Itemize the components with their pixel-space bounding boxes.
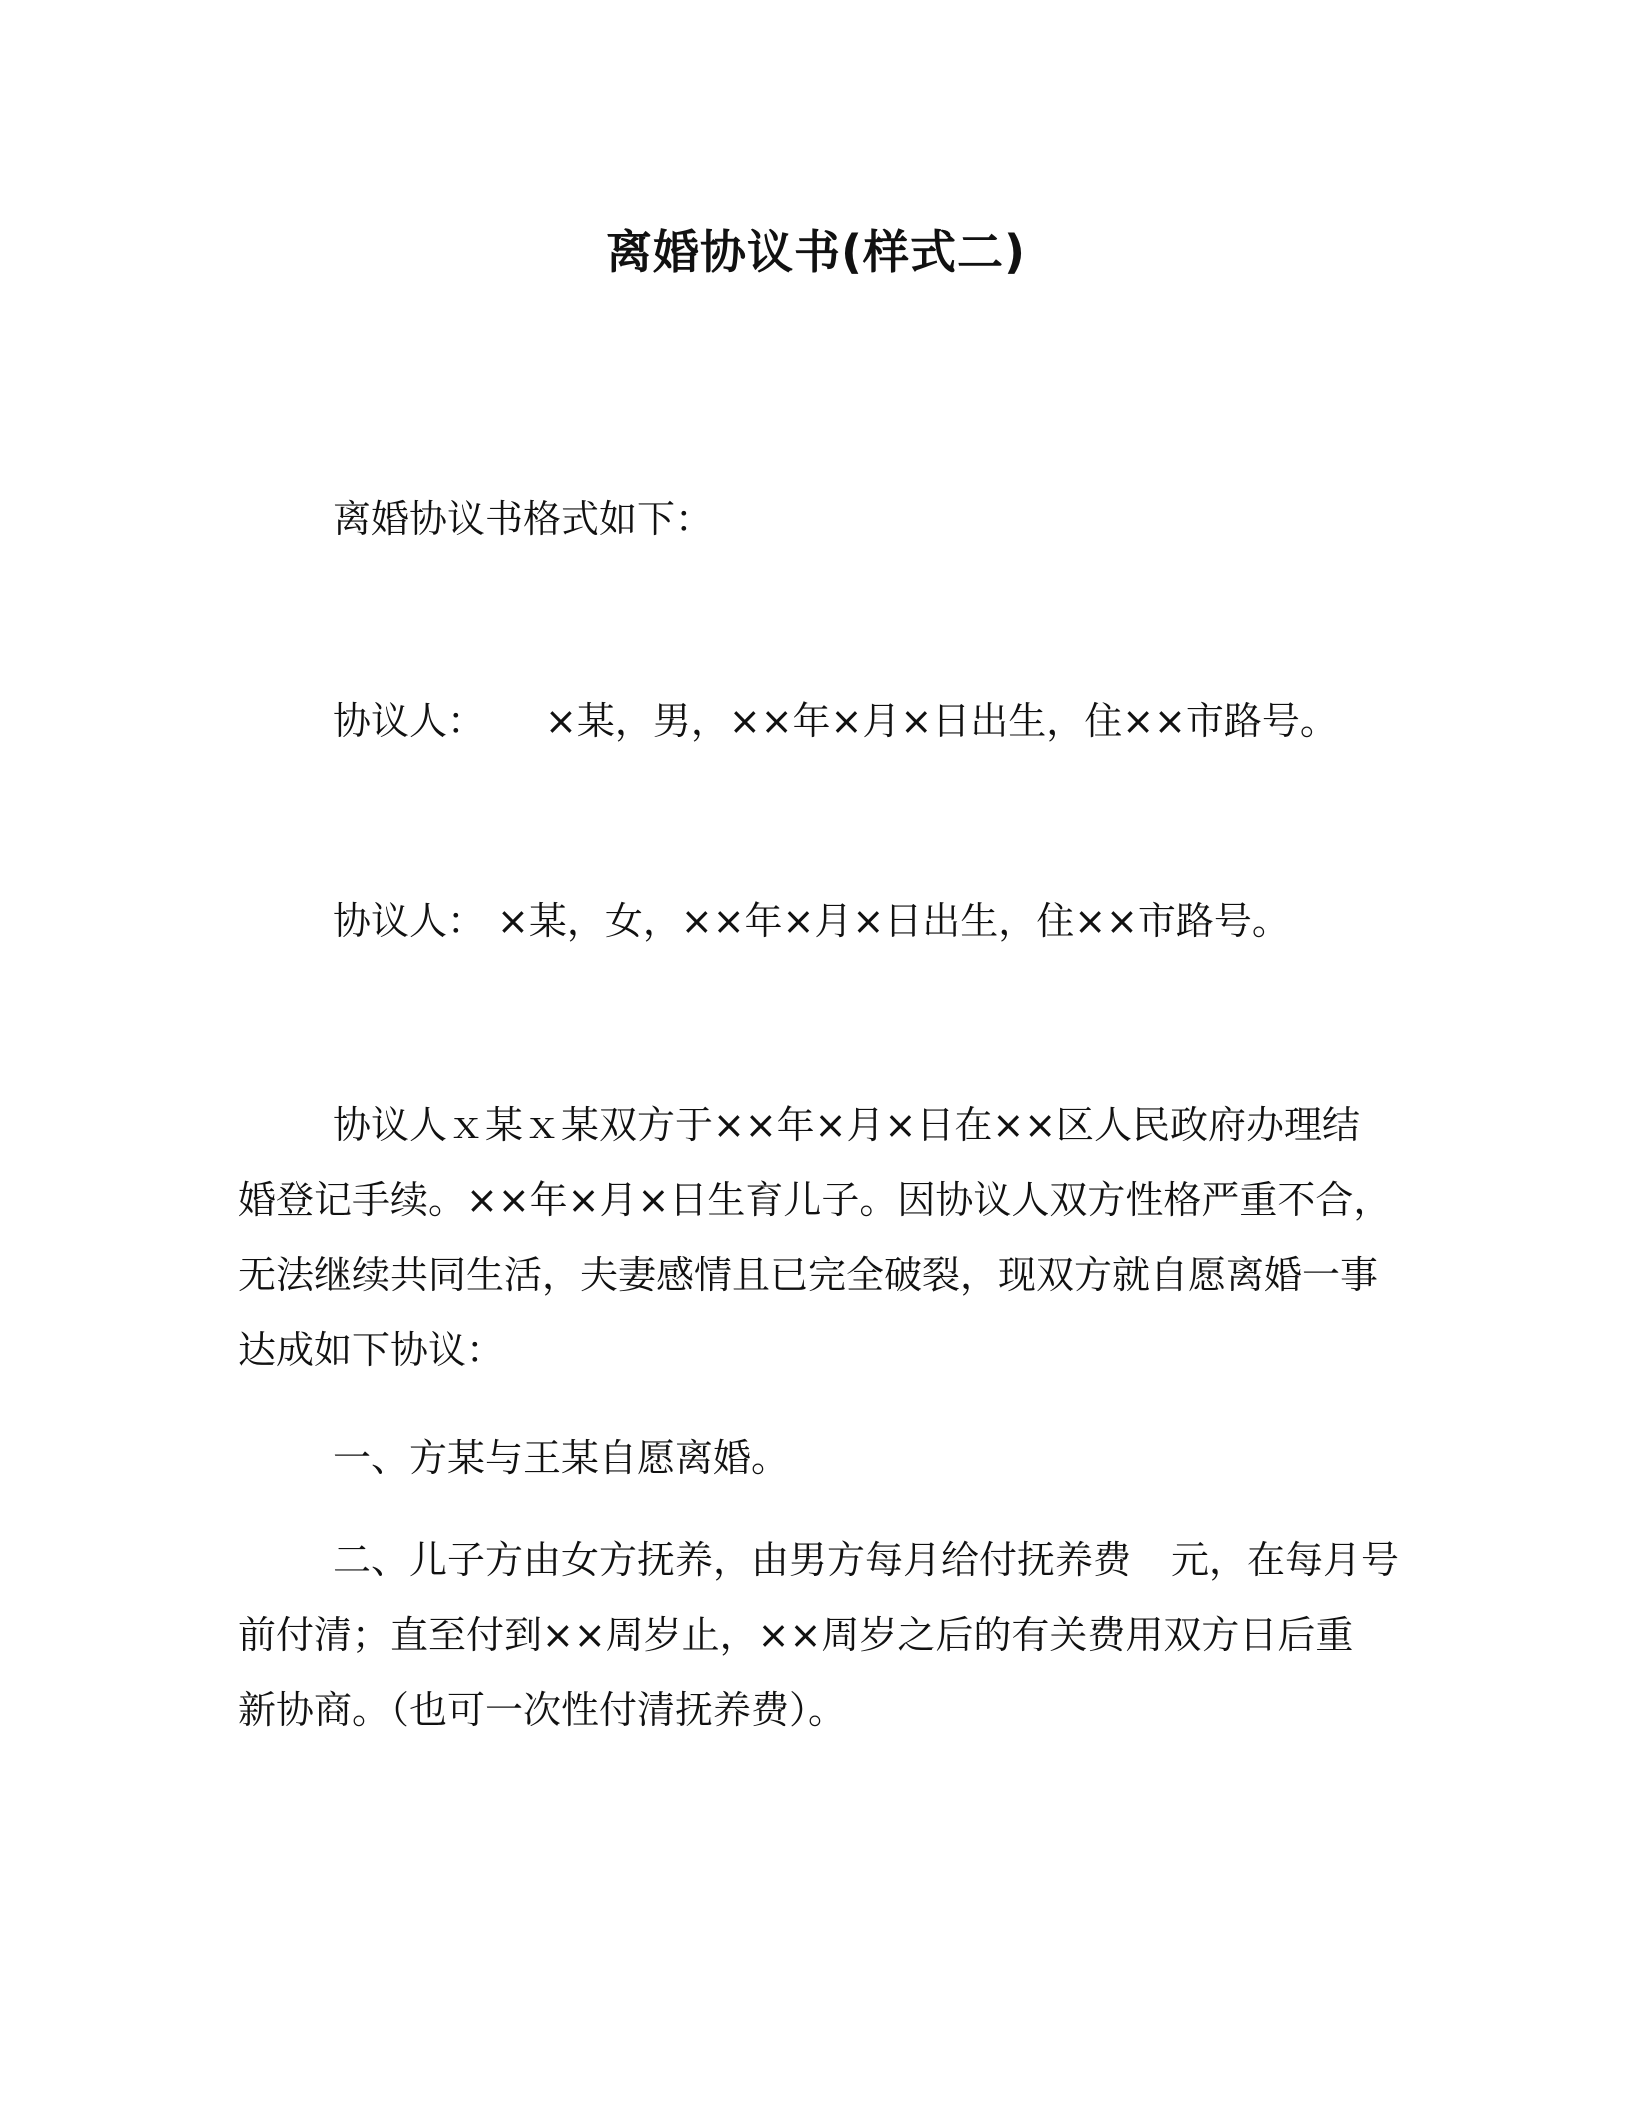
clause-2-text-part-2: 元，在每月号 bbox=[1171, 1538, 1400, 1582]
clause-2-line-3: 新协商。（也可一次性付清抚养费）。 bbox=[238, 1688, 847, 1732]
paragraph-1-line-3: 无法继续共同生活，夫妻感情且已完全破裂，现双方就自愿离婚一事 bbox=[238, 1253, 1379, 1297]
clause-2-text-part-1: 二、儿子方由女方抚养，由男方每月给付抚养费 bbox=[333, 1538, 1132, 1582]
paragraph-1-line-4: 达成如下协议： bbox=[238, 1328, 505, 1372]
party-2-details: ×某，女，××年×月×日出生，住××市路号。 bbox=[497, 899, 1290, 943]
clause-2-line-2: 前付清；直至付到××周岁止，××周岁之后的有关费用双方日后重 bbox=[238, 1613, 1354, 1657]
party-1-label: 协议人： bbox=[333, 699, 486, 743]
paragraph-1-line-1: 协议人ｘ某ｘ某双方于××年×月×日在××区人民政府办理结 bbox=[333, 1103, 1361, 1147]
clause-1-line: 一、方某与王某自愿离婚。 bbox=[333, 1436, 790, 1480]
clause-2-line-1 bbox=[333, 1535, 1399, 1585]
intro-line: 离婚协议书格式如下： bbox=[333, 497, 714, 541]
party-1-details: ×某，男，××年×月×日出生，住××市路号。 bbox=[545, 699, 1338, 743]
paragraph-1-line-2: 婚登记手续。××年×月×日生育儿子。因协议人双方性格严重不合， bbox=[238, 1178, 1392, 1222]
party-2-line bbox=[333, 896, 1290, 946]
party-1-line bbox=[333, 696, 1338, 746]
document-title: 离婚协议书(样式二) bbox=[605, 225, 1027, 279]
party-2-label: 协议人： bbox=[333, 899, 486, 943]
